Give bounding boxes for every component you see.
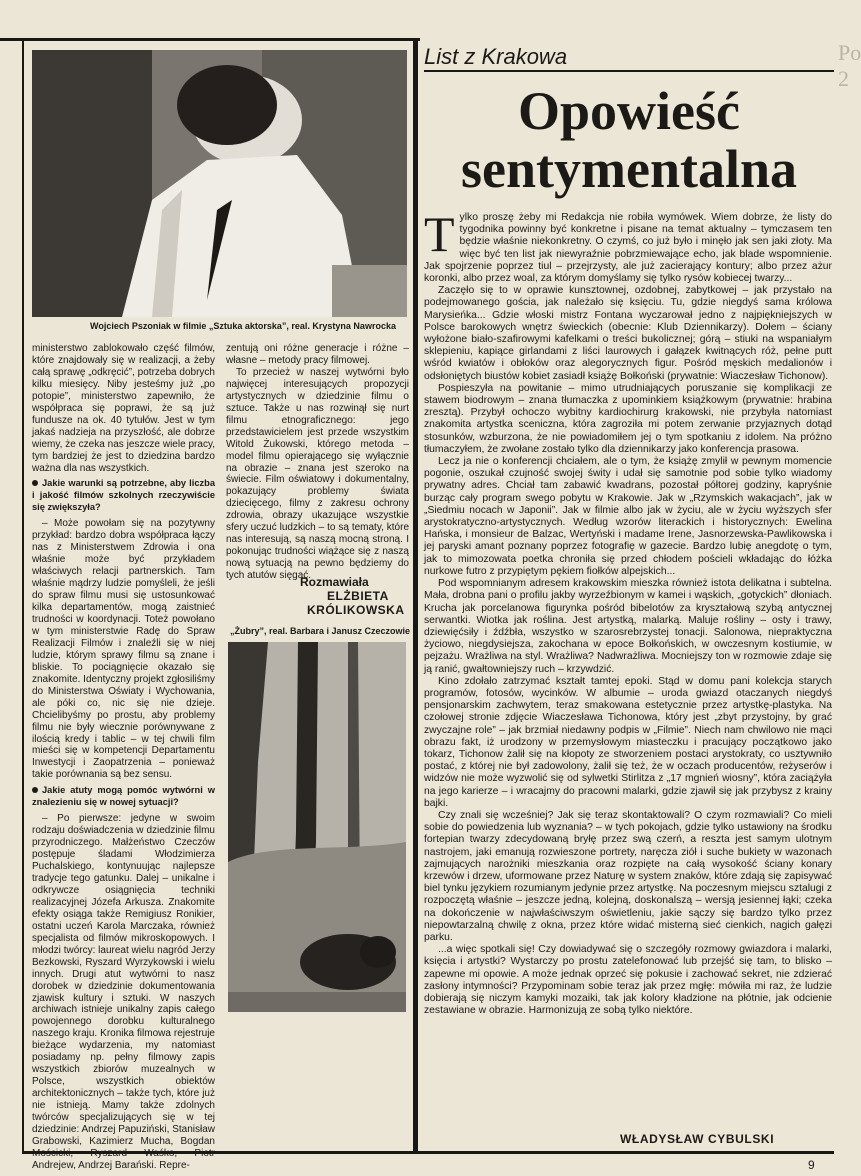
section-label: List z Krakowa [424,44,568,69]
interviewer-label: Rozmawiała [300,575,369,589]
bullet-icon [32,787,38,793]
article-title-line1: Opowieść [518,81,740,141]
article-paragraph: Tylko proszę żeby mi Redakcja nie robiła wymówek. Wiem dobrze, że listy do tygodnika powinny być konkretne i pisane na temat aktualny – tymczasem ten będzie właśnie niekonkretny. O czymś, co już było i minęło jak sen jaki złoty. Ma więc być ten list jak niewyraźnie pobrzmiewające echo, jak blade wspomnienie. Jak spojrzenie poprzez tiul – przejrzysty, ale już zacierający kontury; albo przez ażur koronki, albo przez woal, za którym domyślamy się tylko rysów kobiecej twarzy... [424,206,832,285]
article-paragraph: Zaczęło się to w oprawie kunsztownej, ozdobnej, zabytkowej – jak przystało na podejmowanego gościa, jak należało się księciu. Tu, gdzie niegdyś sama królowa Marysieńka... Gdzie włoski mistrz Fontana wyczarował jedno z najpiękniejszych w Polsce barokowych wnętrz świeckich (obecnie: Klub Dziennikarzy). Dołem – ściany wyłożone biało-szafirowymi kafelkami o treści bukolicznej; górą – stiuki na wspaniałym sklepieniu, kapiące girlandami z liści laurowych i gałązek kwitnących róż, pełne putt wśród kwiatów i obłoków oraz alegorycznych figur. Pośród męskich medalionów i odsłoniętych biustów kobiet zasiadł książę Bołkoński (prywatnie: Wiaczesław Tichonow). [424,285,832,382]
interview-question: Jakie atuty mogą pomóc wytwórni w znalezieniu się w nowej sytuacji? [32,785,215,808]
interview-column-1 [32,343,215,1171]
article-paragraph: Pod wspomnianym adresem krakowskim mieszka również istota delikatna i subtelna. Mała, drobna pani o profilu jakby wyrzeźbionym w kamei i wąskich, „gotyckich” dłoniach. Krucha jak porcelanowa figurynka pośród bibelotów za kryształową szybą antycznej serwantki. Wiotka jak roślina. Jest artystką, malarką. Maluje rośliny – osty i trawy, dziewięćsiły i źdźbła, wszystko w szarosrebrzystej tonacji. Salonowa, niepraktyczna życiowo, niegdysiejsza, zakochana w epoce Bołkońskich, w owczesnym kostiumie, w pejzażu. Wrażliwa na styl. Wrażliwa? Nadwrażliwa. Mocniejszy ton w rozmowie zdaje się ją ranić, gwałtowniejszy ruch – krzywdzić. [424,578,832,675]
page-number: 9 [808,1158,815,1172]
interview-paragraph: ministerstwo zablokowało część filmów, które znajdowały się w realizacji, a żeby całą sprawę „odkręcić”, potrzeba dobrych kilku miesięcy. Niby jesteśmy już „po potopie”, ministerstwo zapewniło, że współpraca się poprawi, że są już fundusze na ok. 40 tytułów. Jest w tym jakaś nadzieja na przyszłość, ale dobrze wiemy, że czeka nas jeszcze wiele pracy, tym bardziej że jest to dziedzina bardzo ważna dla nas wszystkich. [32,343,215,474]
interviewer-last: KRÓLIKOWSKA [307,603,405,617]
interview-paragraph: – Może powołam się na pozytywny przykład: bardzo dobra współpraca łączy nas z Ministerstwem Zdrowia i ona właśnie może być przykładem właściwych relacji partnerskich. Tam właśnie mądrzy ludzie pomyśleli, że jeśli do spraw filmu musi się ustosunkować kilka departamentów, mogą zaistnieć trudności w koordynacji. Toteż powołano w tym ministerstwie Radę do Spraw Realizacji Filmów i znaleźli się w niej ludzie, którym sprawy filmu są znane i bliskie. To pociągnięcie okazało się znakomite. Identyczny projekt zgłosiliśmy do Ministerstwa Oświaty i Wychowania, ale póki co, nic się nie dzieje. Chcielibyśmy po prostu, aby problemy filmu nie były wiecznie porównywane z ilością kredy i tablic – w tej chwili film mieści się w kompetencji Departamentu Inwestycji i Zaopatrzenia – ponieważ takie porównania są bez sensu. [32,518,215,781]
interview-paragraph: zentują oni różne generacje i różne – własne – metody pracy filmowej. [226,343,409,366]
photo-zubry [228,642,406,1012]
article-paragraph: Kino zdołało zatrzymać kształt tamtej epoki. Stąd w domu pani kolekcja starych programów, fotosów, wycinków. W albumie – uroda gwiazd otaczanych niegdyś pensjonarskim zachwytem, teraz smakowana estetycznie przez artystkę-plastyka. Na czołowej stronie zdjęcie Wiaczesława Tichonowa, który jest „zbyt przystojny, by grać zwyczajne role” – jak brzmiał niedawny podpis w „Filmie”. Niech nam chwilowo nie mąci obrazu fakt, iż urodzony w przemysłowym miasteczku i pracujący początkowo jako tokarz, Tichonow żalił się na kłopoty ze stworzeniem postaci arystokraty, co usztywniło postać, z której nie był zadowolony, żalił się też, że w oczach producentów, reżyserów i widzów nie może wyzwolić się od sylwetki Stirlitza z „17 mgnień wiosny”, która zaciążyła na jego karierze – i wracajmy do pracowni malarki, gdzie zjawił się jak przybysz z krainy bajki. [424,675,832,809]
interview-paragraph: To przecież w naszej wytwórni było najwięcej interesujących propozycji artystycznych w dziedzinie filmu o sztuce. Także u nas rozwinął się nurt filmu etnograficznego: jego przedstawicielem jest przede wszystkim Witold Żukowski, którego metoda – model filmu opierającego się wyłącznie na obrazie – znana jest szeroko na świecie. Film oświatowy i dokumentalny, pokazujący problemy świata dziecięcego, filmy z zakresu ochrony zdrowia, obrazy ukazujące wszystkie sfery uczuć ludzkich – to są tematy, które nas interesują, są naszą mocną stroną. I pokonując trudności wiążące się z naszą nową sytuacją na pewno będziemy do tych atutów sięgać. [226,366,409,582]
article-body [424,206,832,1107]
edge-letters [838,40,861,160]
interviewer-first: ELŻBIETA [327,589,389,603]
article-title-line2: sentymentalna [461,139,797,199]
photo-pszoniak [32,50,407,317]
top-rule [0,38,420,41]
article-paragraph: ...a więc spotkali się! Czy dowiadywać się o szczegóły rozmowy gwiazdora i malarki, księcia i artystki? Wystarczy po prostu zatelefonować lub przejść się tam, to blisko – zapewne mi opowie. A może jednak oprzeć się pokusie i zachować sekret, nie zdzierać zasłony intymności? Przypominam sobie teraz jak przez mgłę: mówiła mi raz, że ludzie dobierają się niczym kamyki mozaiki, tak jak kolory kładzione na płótnie, jak odcienie zestawiane w obrazie. Harmonizują ze sobą tylko niektóre. [424,944,832,1017]
drop-cap: T [424,206,455,262]
article-paragraph: Czy znali się wcześniej? Jak się teraz skontaktowali? O czym rozmawiali? Co mieli sobie do powiedzenia lub wyznania? – w tych pokojach, gdzie tylko ustawiony na środku fortepian twarzy zdecydowaną bryłę przez swą czerń, a reszta jest samym ulotnym nastrojem, jaki emanują rozwieszone portrety, naręcza ziół i suche bukiety w wazonach zajmujących narożniki mieszkania oraz rozpięte na całą wysokość ściany konary krzewów i drzew, uformowane przez Naturę w system znaków, które zdają się zapisywać biel tynku językiem rozumianym jedynie przez artystkę. Na poczesnym miejscu sztalugi z rozpoczętą właśnie – jeszcze jedną, kolejną, doskonalszą – wersją jesiennej łąki; czeka na dokończenie w najwłaściwszym oświetleniu, jakie sączy się bardzo tylko przez niepowtarzalną chwilę z okna, przez które widać misterną sieć cienkich, nagich gałęzi parku. [424,809,832,943]
edge-letter: 2 [838,66,849,91]
article-paragraph: Pospieszyła na powitanie – mimo utrudniających poruszanie się komplikacji ze stawem biodrowym – znana tłumaczka z upominkiem książkowym (prywatnie: hrabina zresztą). Przybył ochoczo wybitny kardiochirurg krakowski, nie przybyła natomiast znakomita artystka sceniczna, która zagroziła mi potem zerwanie przyjaznych dotąd stosunków, wzburzona, że nie powiadomiłem jej o tym spotkaniu z idolem. Na próżno tłumaczyłem, że zwołane zostało tylko dla dziennikarzy jako konferencja prasowa. [424,382,832,455]
column-divider [413,38,418,1153]
edge-letter: Po [838,40,861,65]
top-rule-right [424,70,834,72]
photo2-caption: „Żubry”, real. Barbara i Janusz Czeczowie [230,626,411,636]
bullet-icon [32,480,38,486]
author-byline: WŁADYSŁAW CYBULSKI [620,1132,775,1146]
interview-paragraph: – Po pierwsze: jedyne w swoim rodzaju doświadczenia w dziedzinie filmu przyrodniczego. Małżeństwo Czeczów postępuje śladami Włodzimierza Puchalskiego, kontynuując najlepsze tradycje tego gatunku. Dalej – unikalne i odkrywcze osiągnięcia techniki realizacyjnej Józefa Arkusza. Znakomite efekty osiąga także Remigiusz Ronikier, ostatni uczeń Karola Marczaka, również specjalista od filmów mikroskopowych. I młodzi twórcy: laureat wielu nagród Jerzy Bezkowski, Ryszard Wyrzykowski i wielu innych. Drugi atut wytwórni to nasz dorobek w dziedzinie dokumentowania zjawisk kultury i sztuki. W naszych archiwach istnieje unikalny zapis całego powojennego dorobku kulturalnego naszego kraju. Kronika filmowa rejestruje bieżące wydarzenia, my natomiast posiadamy np. pełny filmowy zapis wszystkich zbiorów muzealnych w Polsce, wszystkich obiektów architektonicznych – także tych, które już nie istnieją. Mamy także zdolnych twórców specjalizujących się w tej dziedzinie: Andrzej Papuziński, Stanisław Grabowski, Kazimierz Mucha, Bogdan Mościcki, Ryszard Waśko, Piotr Andrejew, Andrzej Barański. Repre- [32,813,215,1171]
article-paragraph: Lecz ja nie o konferencji chciałem, ale o tym, że książę zmylił w pewnym momencie pogonie, oszukał czujność swojej świty i udał się samotnie pod sobie tylko wiadomy prywatny adres. Chciał tam zabawić kwadrans, pozostał półtorej godziny, kapryśnie burząc cały program swego pobytu w Krakowie. Jak w „Rzymskich wakacjach”, jak w „Siedmiu nocach w Japonii”. Jak w filmie albo jak w życiu, ale w życiu wyższych sfer arystokratyczno-artystycznych. Według wzorów literackich i historycznych: Ewelina Hańska, i monsieur de Balzac, Wertyński i madame Irene, Jasnorzewska-Pawlikowska i jej paryski amant poznany poprzez fotografię w gazecie. Bardzo lubię anegdotę o tym, jak to mimozowata poetka chroniła się przed chłodem pościeli wkładając do łóżka nurkowe futro z przypiętym pękiem fiołków alpejskich... [424,456,832,577]
left-vertical-rule [22,41,24,1153]
interview-question: Jakie warunki są potrzebne, aby liczba i jakość filmów szkolnych rzeczywiście się zwiększyła? [32,478,215,513]
photo1-caption: Wojciech Pszoniak w filmie „Sztuka aktorska”, real. Krystyna Nawrocka [90,321,396,331]
